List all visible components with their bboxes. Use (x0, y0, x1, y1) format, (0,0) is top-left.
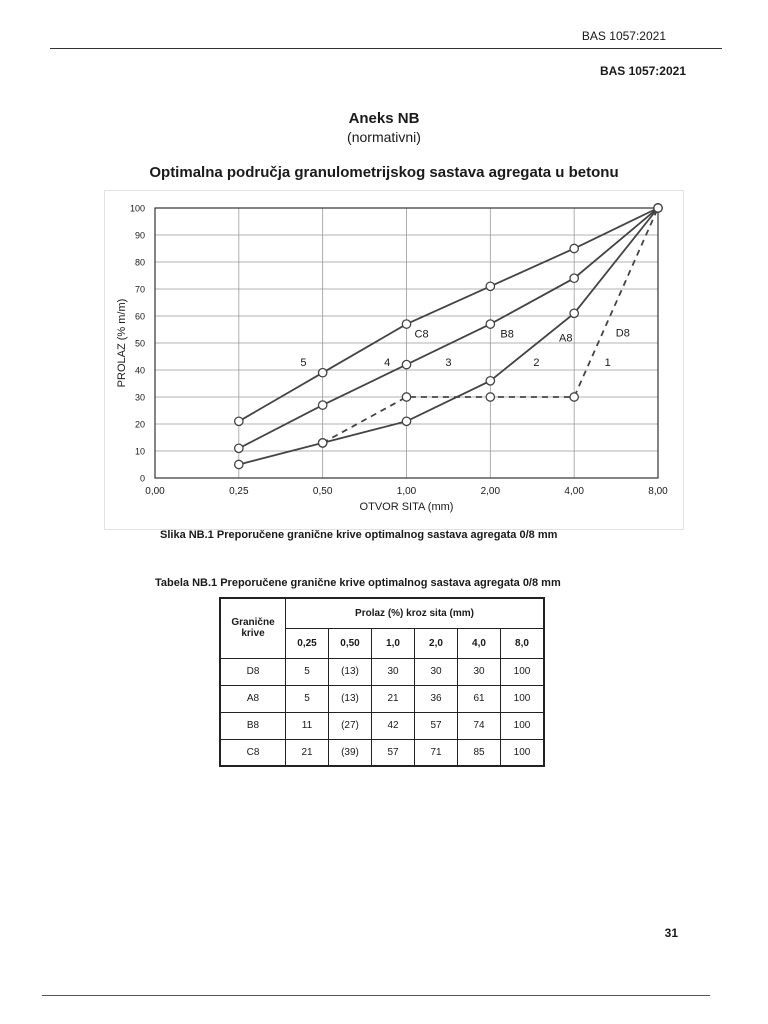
data-point-c8 (486, 282, 494, 290)
x-tick-label: 0,25 (229, 486, 249, 497)
data-point-c8 (318, 369, 326, 377)
y-tick-label: 80 (134, 257, 145, 268)
table-cell: (27) (329, 712, 372, 739)
region-label: 5 (300, 356, 307, 369)
data-point-b8 (486, 320, 494, 328)
data-point-a8 (570, 309, 578, 317)
data-point-b8 (402, 360, 410, 368)
table-cell: 21 (286, 739, 329, 766)
y-tick-label: 40 (134, 365, 145, 376)
table-cell: 57 (372, 739, 415, 766)
x-tick-label: 0,00 (145, 486, 165, 497)
table-cell: 71 (415, 739, 458, 766)
grading-chart (104, 190, 684, 530)
region-label: 4 (384, 356, 391, 369)
curve-name-cell: D8 (220, 658, 286, 685)
series-line-c8 (239, 208, 658, 421)
table-cell: 21 (372, 685, 415, 712)
y-tick-label: 30 (134, 392, 145, 403)
curve-name-cell: C8 (220, 739, 286, 766)
sieve-header: 2,0 (415, 628, 458, 658)
curve-label-a8: A8 (559, 332, 573, 345)
table-row (220, 658, 544, 685)
table-cell: 100 (501, 739, 545, 766)
data-point-a8 (235, 460, 243, 468)
table-cell: 100 (501, 712, 545, 739)
data-point-d8 (654, 204, 662, 212)
y-tick-label: 70 (134, 284, 145, 295)
curve-name-cell: B8 (220, 712, 286, 739)
y-tick-label: 60 (134, 311, 145, 322)
data-point-a8 (486, 377, 494, 385)
table-cell: (13) (329, 685, 372, 712)
region-label: 2 (533, 356, 540, 369)
y-tick-label: 100 (129, 203, 145, 214)
table-cell: 74 (458, 712, 501, 739)
series-line-b8 (239, 208, 658, 448)
sieve-header: 8,0 (501, 628, 545, 658)
data-point-c8 (235, 417, 243, 425)
header-standard-code-bold: BAS 1057:2021 (599, 64, 686, 78)
annex-title: Aneks NB (348, 110, 420, 127)
x-tick-label: 8,00 (648, 486, 668, 497)
curve-label-d8: D8 (615, 327, 630, 340)
data-point-c8 (402, 320, 410, 328)
footer-rule (42, 995, 710, 996)
header-standard-code: BAS 1057:2021 (581, 29, 666, 43)
data-point-d8 (318, 439, 326, 447)
curve-name-cell: A8 (220, 685, 286, 712)
sieve-header: 0,50 (329, 628, 372, 658)
data-point-c8 (570, 244, 578, 252)
table-cell: 61 (458, 685, 501, 712)
table-cell: 57 (415, 712, 458, 739)
table-cell: 36 (415, 685, 458, 712)
table-cell: 100 (501, 658, 545, 685)
sieve-header: 4,0 (458, 628, 501, 658)
x-tick-label: 0,50 (312, 486, 333, 497)
table-row (220, 685, 544, 712)
table-cell: 11 (286, 712, 329, 739)
table-cell: 5 (286, 658, 329, 685)
table-cell: 100 (501, 685, 545, 712)
table-cell: 30 (372, 658, 415, 685)
data-point-a8 (402, 417, 410, 425)
x-axis-label: OTVOR SITA (mm) (359, 501, 454, 513)
annex-subtitle: (normativni) (347, 129, 421, 145)
annex-heading: Optimalna područja granulometrijskog sastava agregata u betonu (149, 164, 619, 181)
table-cell: 30 (415, 658, 458, 685)
table-row (220, 712, 544, 739)
data-point-d8 (570, 393, 578, 401)
grading-table (219, 597, 545, 767)
data-point-b8 (570, 274, 578, 282)
series-line-a8 (239, 208, 658, 465)
row-header-cell: Granične krive (220, 598, 286, 658)
curve-label-c8: C8 (414, 328, 429, 341)
region-label: 1 (604, 356, 611, 369)
data-point-b8 (235, 444, 243, 452)
y-tick-label: 50 (134, 338, 145, 349)
y-tick-label: 20 (134, 419, 145, 430)
table-cell: 30 (458, 658, 501, 685)
data-point-d8 (402, 393, 410, 401)
y-tick-label: 90 (134, 230, 145, 241)
curve-label-b8: B8 (500, 328, 514, 341)
region-label: 3 (445, 356, 452, 369)
table-cell: (39) (329, 739, 372, 766)
y-axis-label: PROLAZ (% m/m) (116, 298, 128, 388)
table-caption: Tabela NB.1 Preporučene granične krive optimalnog sastava agregata 0/8 mm (155, 577, 561, 589)
sieve-header: 1,0 (372, 628, 415, 658)
header-rule (50, 48, 722, 49)
y-tick-label: 10 (134, 446, 145, 457)
table-row (220, 739, 544, 766)
table-cell: (13) (329, 658, 372, 685)
table-cell: 42 (372, 712, 415, 739)
x-tick-label: 1,00 (396, 486, 417, 497)
page-number: 31 (664, 926, 678, 940)
x-tick-label: 2,00 (480, 486, 501, 497)
y-tick-label: 0 (139, 473, 145, 484)
data-point-b8 (318, 401, 326, 409)
data-point-d8 (486, 393, 494, 401)
table-cell: 85 (458, 739, 501, 766)
figure-caption: Slika NB.1 Preporučene granične krive optimalnog sastava agregata 0/8 mm (160, 529, 558, 541)
table-cell: 5 (286, 685, 329, 712)
group-header-cell: Prolaz (%) kroz sita (mm) (286, 598, 545, 628)
sieve-header: 0,25 (286, 628, 329, 658)
grading-chart-svg (105, 191, 683, 529)
x-tick-label: 4,00 (564, 486, 584, 497)
